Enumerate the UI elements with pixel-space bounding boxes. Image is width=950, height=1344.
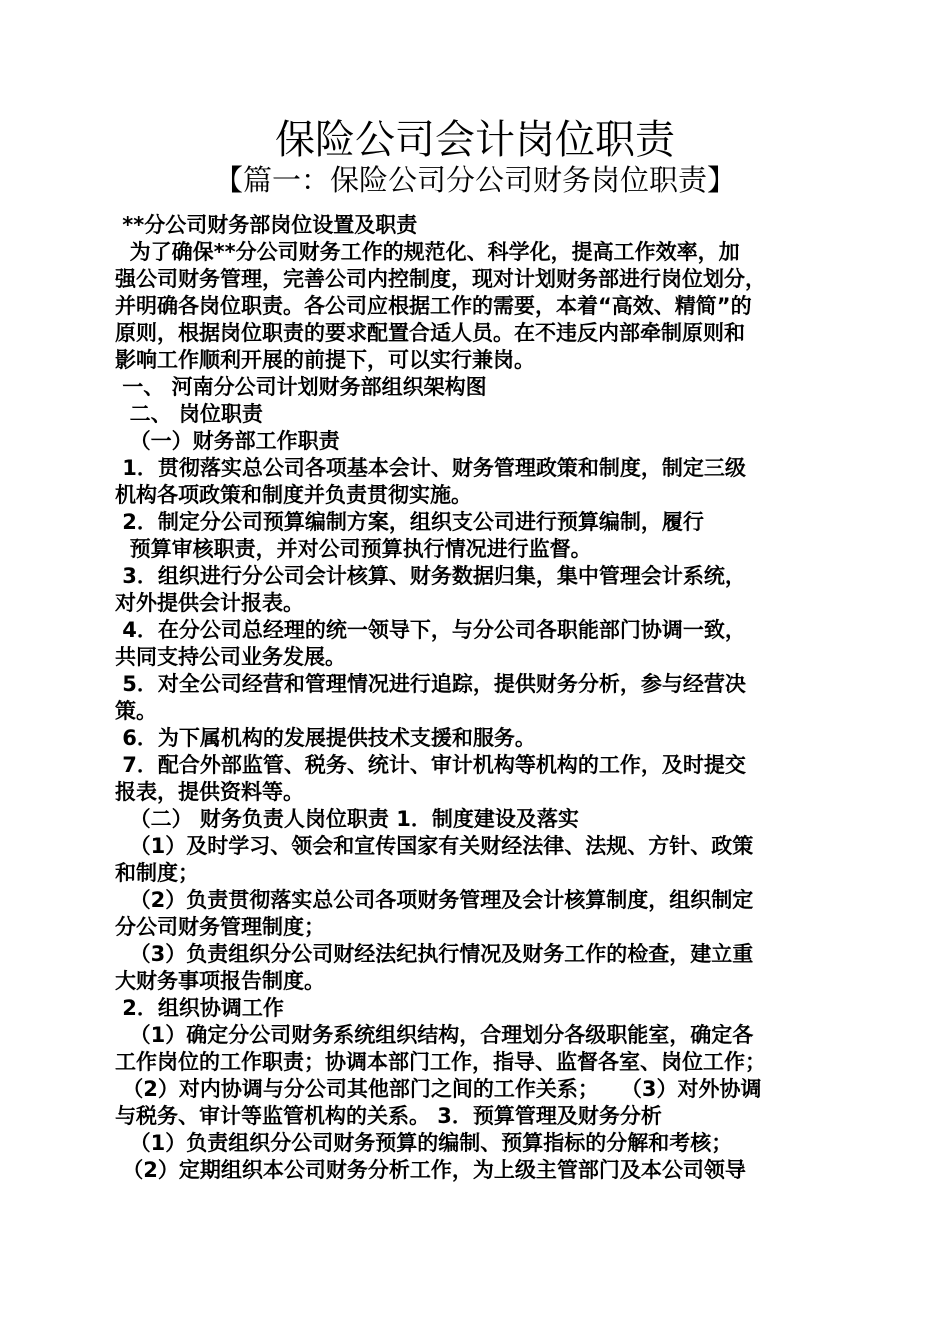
body-line: **分公司财务部岗位设置及职责 [115,213,418,237]
body-line: 共同支持公司业务发展。 [115,645,346,669]
body-line: 6．为下属机构的发展提供技术支援和服务。 [115,726,536,750]
body-line: 大财务事项报告制度。 [115,969,325,993]
body-line: 强公司财务管理，完善公司内控制度，现对计划财务部进行岗位划分， [115,267,766,291]
body-line: （一）财务部工作职责 [115,429,340,453]
body-line: 5．对全公司经营和管理情况进行追踪，提供财务分析，参与经营决 [115,672,746,696]
body-line: 并明确各岗位职责。各公司应根据工作的需要，本着“高效、精简”的 [115,294,752,318]
body-line: （二） 财务负责人岗位职责 1．制度建设及落实 [115,807,579,831]
body-line: 2．制定分公司预算编制方案，组织支公司进行预算编制，履行 [115,510,704,534]
body-line: 报表，提供资料等。 [115,780,304,804]
body-line: 一、 河南分公司计划财务部组织架构图 [115,375,487,399]
body-line: 原则，根据岗位职责的要求配置合适人员。在不违反内部牵制原则和 [115,321,745,345]
body-line: 4．在分公司总经理的统一领导下，与分公司各职能部门协调一致， [115,618,746,642]
body-line: 机构各项政策和制度并负责贯彻实施。 [115,483,472,507]
body-line: 3．组织进行分公司会计核算、财务数据归集，集中管理会计系统， [115,564,746,588]
document-body [115,212,835,1184]
body-line: 与税务、审计等监管机构的关系。 3．预算管理及财务分析 [115,1104,662,1128]
body-line: 2．组织协调工作 [115,996,284,1020]
body-line: 为了确保**分公司财务工作的规范化、科学化，提高工作效率，加 [115,240,740,264]
body-line: （2）对内协调与分公司其他部门之间的工作关系； （3）对外协调 [115,1077,762,1101]
body-line: （3）负责组织分公司财经法纪执行情况及财务工作的检查，建立重 [115,942,754,966]
body-line: 预算审核职责，并对公司预算执行情况进行监督。 [115,537,592,561]
body-line: 二、 岗位职责 [115,402,263,426]
body-line: 1．贯彻落实总公司各项基本会计、财务管理政策和制度，制定三级 [115,456,746,480]
body-line: 影响工作顺利开展的前提下，可以实行兼岗。 [115,348,535,372]
document-subtitle: 【篇一：保险公司分公司财务岗位职责】 [213,163,736,197]
body-line: 和制度； [115,861,199,885]
body-line: 7．配合外部监管、税务、统计、审计机构等机构的工作，及时提交 [115,753,746,777]
body-line: （1）及时学习、领会和宣传国家有关财经法律、法规、方针、政策 [115,834,754,858]
document-title: 保险公司会计岗位职责 [275,117,675,163]
body-line: （2）负责贯彻落实总公司各项财务管理及会计核算制度，组织制定 [115,888,754,912]
body-line: 对外提供会计报表。 [115,591,304,615]
body-line: 工作岗位的工作职责；协调本部门工作，指导、监督各室、岗位工作； [115,1050,766,1074]
body-line: （2）定期组织本公司财务分析工作，为上级主管部门及本公司领导 [115,1158,746,1182]
body-line: 策。 [115,699,157,723]
body-line: （1）负责组织分公司财务预算的编制、预算指标的分解和考核； [115,1131,733,1155]
body-line: （1）确定分公司财务系统组织结构，合理划分各级职能室，确定各 [115,1023,754,1047]
body-line: 分公司财务管理制度； [115,915,325,939]
